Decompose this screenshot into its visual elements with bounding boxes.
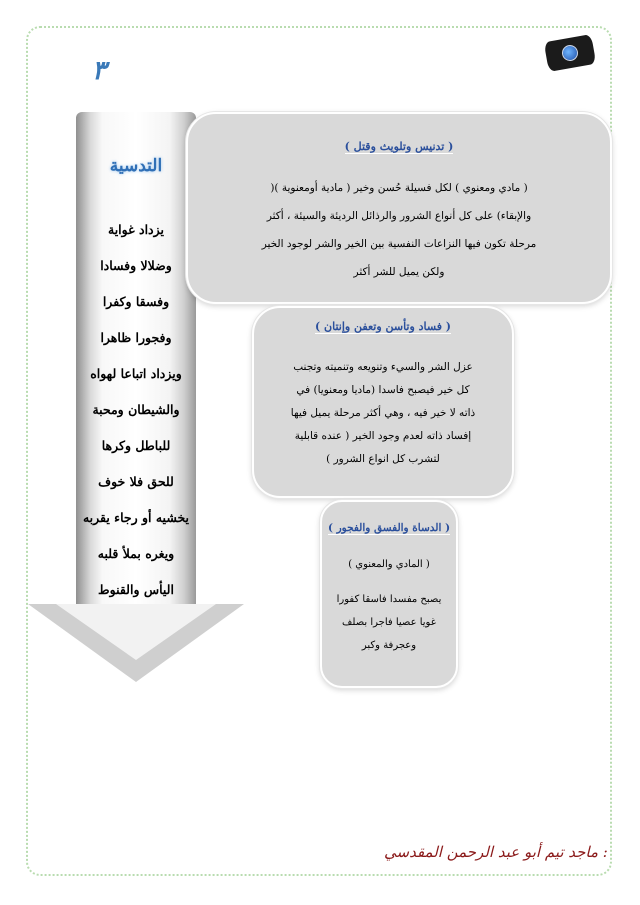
stage-box-fasad bbox=[252, 306, 514, 498]
text-line: عزل الشر والسيء وتنويعه وتنميته وتجنب bbox=[293, 361, 473, 373]
text-line: والإبقاء) على كل أنواع الشرور والرذائل الرديئة والسيئة ، أكثر bbox=[266, 210, 532, 222]
text-line: ذاته لا خير فيه ، وهي أكثر مرحلة يميل فيها bbox=[290, 407, 476, 419]
text-line: يصبح مفسدا فاسقا كفورا bbox=[336, 594, 442, 605]
box-title: ( تدنيس وتلويث وقتل ) bbox=[344, 140, 454, 153]
list-item: يزداد غواية bbox=[108, 222, 164, 237]
box-text bbox=[322, 588, 456, 657]
box-text bbox=[188, 174, 610, 286]
list-item: وضلالا وفسادا bbox=[100, 258, 172, 273]
page-number: ٣ bbox=[92, 56, 106, 86]
list-item: ويغره بملأ قلبه bbox=[97, 546, 175, 561]
list-item: للحق فلا خوف bbox=[98, 474, 174, 489]
text-line: ولكن يميل للشر أكثر bbox=[353, 266, 445, 278]
list-item: ويزداد اتباعا لهواه bbox=[90, 366, 182, 381]
author-name: : ماجد تيم أبو عبد الرحمن المقدسي bbox=[384, 843, 608, 861]
list-item: والشيطان ومحبة bbox=[92, 402, 180, 417]
list-item: وفجورا ظاهرا bbox=[100, 330, 172, 345]
arrow-title: التدسية bbox=[109, 156, 163, 176]
arrow-head-highlight bbox=[56, 604, 216, 660]
text-line: غويا عصيا فاجرا بصلف bbox=[342, 617, 436, 628]
list-item: اليأس والقنوط bbox=[98, 582, 174, 597]
box-title: ( الدساة والفسق والفجور ) bbox=[327, 522, 451, 534]
globe-icon bbox=[561, 44, 580, 63]
text-line: ( مادي ومعنوي ) لكل فسيلة حُسن وخير ( مادية أومعنوية )( bbox=[270, 182, 528, 194]
list-item: وفسقا وكفرا bbox=[102, 294, 170, 309]
text-line: إفساد ذاته لعدم وجود الخير ( عنده قابلية bbox=[294, 430, 472, 442]
box-subtitle: ( المادي والمعنوي ) bbox=[348, 559, 430, 570]
text-line: لتشرب كل انواع الشرور ) bbox=[326, 453, 440, 465]
box-text bbox=[254, 356, 512, 471]
pen-icon bbox=[612, 848, 615, 855]
arrow-list bbox=[76, 212, 196, 608]
stage-box-tadnees bbox=[186, 112, 612, 304]
text-line: مرحلة تكون فيها النزاعات النفسية بين الخير والشر لوجود الخير bbox=[261, 238, 537, 250]
text-line: وعجرفة وكبر bbox=[361, 640, 417, 651]
list-item: يخشيه أو رجاء يقربه bbox=[82, 510, 190, 525]
box-title: ( فساد وتأسن وتعفن وإنتان ) bbox=[315, 320, 451, 333]
list-item: للباطل وكرها bbox=[101, 438, 171, 453]
text-line: كل خير فيصبح فاسدا (ماديا ومعنويا) في bbox=[296, 384, 470, 396]
stage-box-dasah bbox=[320, 500, 458, 688]
footer bbox=[384, 838, 608, 866]
